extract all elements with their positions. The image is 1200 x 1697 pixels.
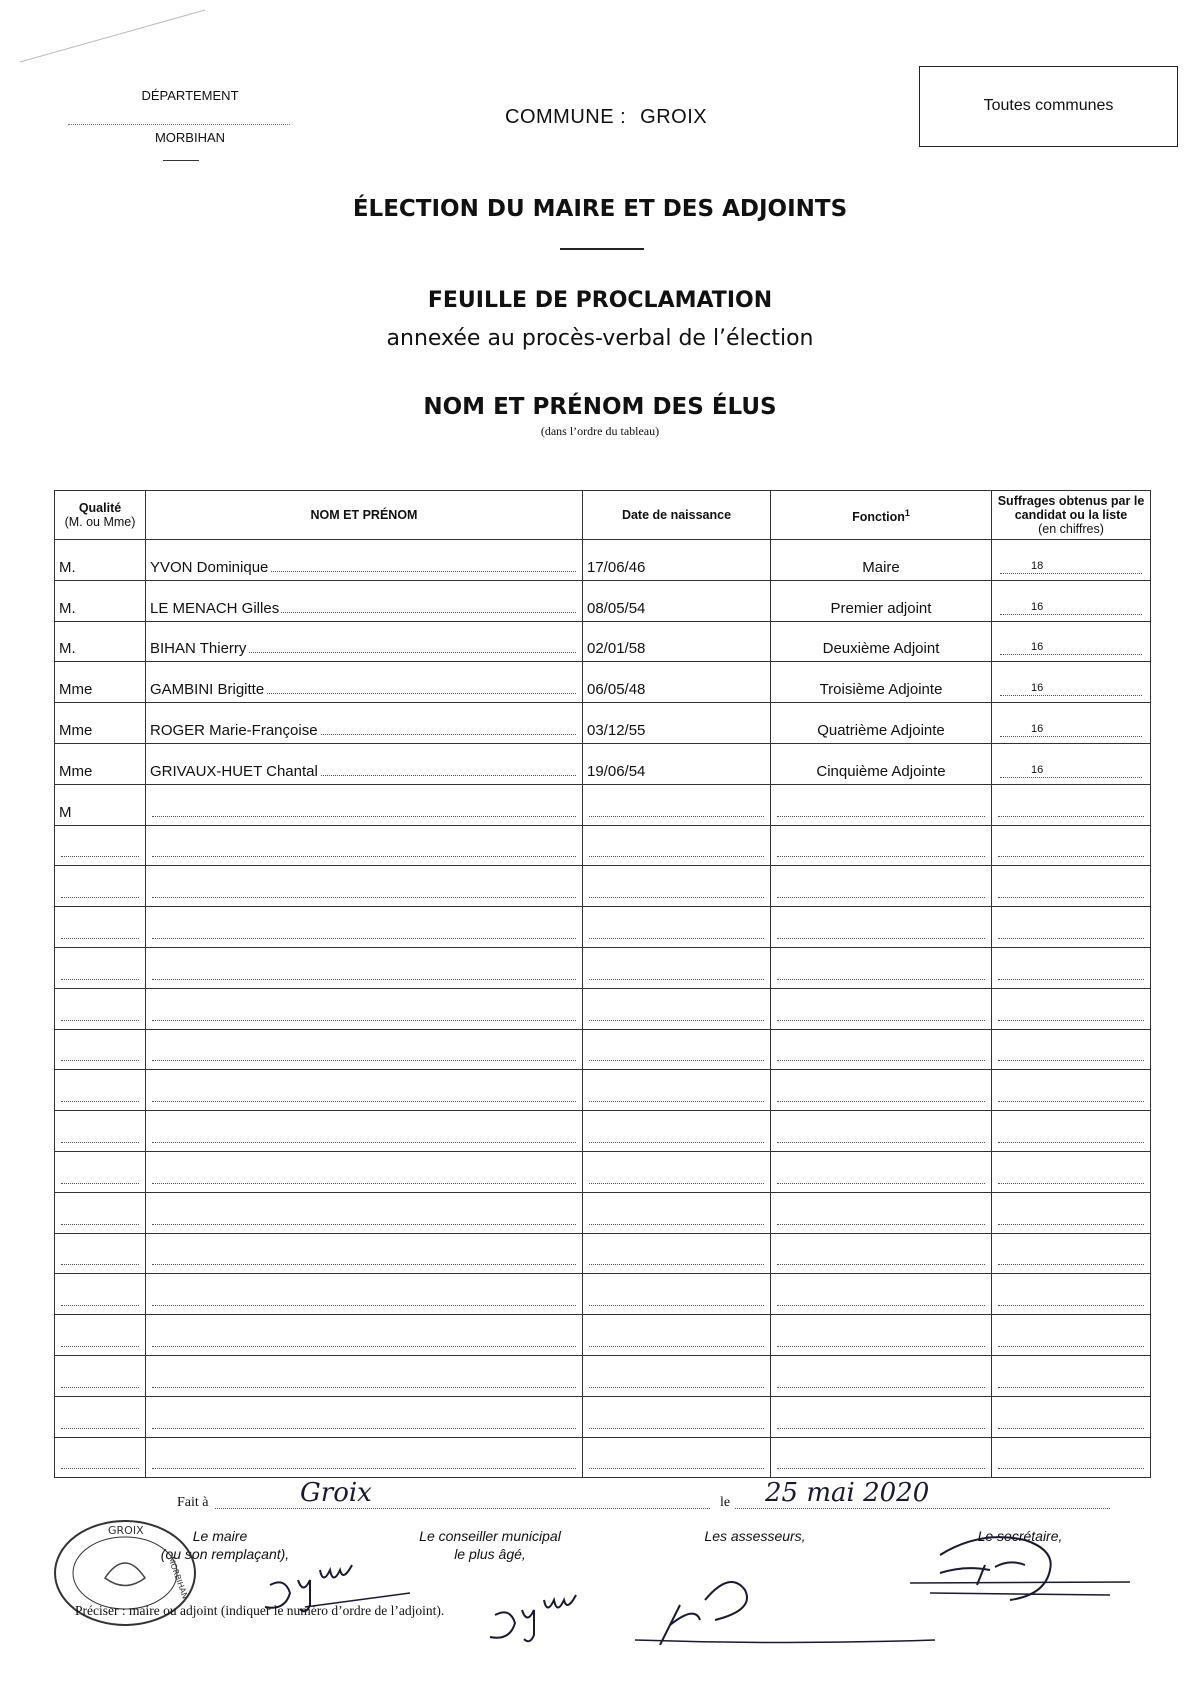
cell-date: [583, 866, 771, 907]
order-subtitle: (dans l’ordre du tableau): [540, 424, 660, 438]
departement-label: DÉPARTEMENT: [141, 88, 239, 103]
cell-suffrages: [992, 947, 1151, 988]
cell-qualite: [55, 1233, 146, 1274]
cell-suffrages: [992, 1233, 1151, 1274]
cell-nom: [146, 1111, 583, 1152]
names-title: NOM ET PRÉNOM DES ÉLUS: [423, 394, 777, 420]
cell-suffrages: 16: [992, 662, 1151, 703]
cell-date: [583, 1274, 771, 1315]
cell-fonction: [771, 1029, 992, 1070]
le-line: [735, 1508, 1110, 1509]
cell-nom: BIHAN Thierry: [146, 621, 583, 662]
fait-a-value: Groix: [300, 1478, 372, 1508]
signatures: [250, 1535, 1150, 1645]
table-row: [55, 947, 1151, 988]
cell-nom: ROGER Marie-Françoise: [146, 703, 583, 744]
table-row: [55, 580, 1151, 621]
conseiller-label: Le conseiller municipal: [419, 1528, 561, 1544]
cell-qualite: [55, 1070, 146, 1111]
cell-qualite: [55, 988, 146, 1029]
commune-value: GROIX: [640, 106, 708, 128]
departement-divider: [68, 124, 290, 125]
header-suffrages: Suffrages obtenus par le candidat ou la liste (en chiffres): [992, 491, 1151, 540]
annex-subtitle: annexée au procès-verbal de l’élection: [386, 326, 814, 351]
seal-top-text: GROIX: [108, 1524, 144, 1537]
cell-fonction: [771, 1315, 992, 1356]
cell-date: [583, 907, 771, 948]
cell-date: [583, 1396, 771, 1437]
cell-nom: [146, 988, 583, 1029]
cell-date: 17/06/46: [583, 540, 771, 581]
sheet-title: FEUILLE DE PROCLAMATION: [427, 288, 773, 313]
cell-nom: [146, 825, 583, 866]
cell-date: [583, 1437, 771, 1478]
cell-fonction: [771, 988, 992, 1029]
cell-fonction: [771, 1355, 992, 1396]
cell-nom: LE MENACH Gilles: [146, 580, 583, 621]
cell-suffrages: 16: [992, 703, 1151, 744]
cell-fonction: Troisième Adjointe: [771, 662, 992, 703]
cell-date: 03/12/55: [583, 703, 771, 744]
cell-qualite: [55, 1029, 146, 1070]
secretaire-label: Le secrétaire,: [977, 1528, 1063, 1544]
maire-sub: (ou son remplaçant),: [160, 1546, 290, 1562]
table-row: [55, 1437, 1151, 1478]
table-row: [55, 907, 1151, 948]
commune-line: [505, 106, 707, 129]
cell-fonction: [771, 1151, 992, 1192]
header-qualite: Qualité (M. ou Mme): [55, 491, 146, 540]
cell-date: [583, 1151, 771, 1192]
title-divider: [560, 248, 644, 250]
main-title: ÉLECTION DU MAIRE ET DES ADJOINTS: [352, 196, 848, 222]
departement-value: MORBIHAN: [154, 130, 226, 145]
cell-fonction: [771, 1396, 992, 1437]
table-row: [55, 621, 1151, 662]
maire-label: Le maire: [192, 1528, 248, 1544]
cell-fonction: [771, 947, 992, 988]
table-row: [55, 825, 1151, 866]
scan-mark: [0, 0, 220, 70]
elus-table: [54, 490, 1151, 1478]
cell-suffrages: [992, 1111, 1151, 1152]
cell-qualite: M.: [55, 540, 146, 581]
table-row: [55, 703, 1151, 744]
cell-fonction: [771, 1070, 992, 1111]
cell-nom: [146, 784, 583, 825]
cell-suffrages: [992, 1029, 1151, 1070]
cell-suffrages: [992, 784, 1151, 825]
cell-nom: [146, 1437, 583, 1478]
cell-date: 08/05/54: [583, 580, 771, 621]
cell-nom: [146, 1029, 583, 1070]
cell-fonction: Cinquième Adjointe: [771, 743, 992, 784]
cell-date: [583, 784, 771, 825]
header-fonction: Fonction$^1$: [771, 491, 992, 540]
cell-suffrages: 16: [992, 580, 1151, 621]
table-row: [55, 540, 1151, 581]
cell-fonction: [771, 1233, 992, 1274]
cell-nom: [146, 1192, 583, 1233]
footnote: Préciser : maire ou adjoint (indiquer le numéro d’ordre de l’adjoint).: [75, 1603, 445, 1618]
cell-suffrages: [992, 1355, 1151, 1396]
cell-fonction: Maire: [771, 540, 992, 581]
cell-fonction: [771, 784, 992, 825]
cell-date: [583, 947, 771, 988]
table-row: [55, 1070, 1151, 1111]
cell-date: [583, 1355, 771, 1396]
fait-a-label: Fait à: [177, 1495, 209, 1510]
box-text: Toutes communes: [983, 97, 1114, 114]
cell-nom: YVON Dominique: [146, 540, 583, 581]
table-row: [55, 1315, 1151, 1356]
cell-suffrages: [992, 1192, 1151, 1233]
cell-suffrages: [992, 1070, 1151, 1111]
cell-date: [583, 1111, 771, 1152]
cell-suffrages: 18: [992, 540, 1151, 581]
header-date: Date de naissance: [583, 491, 771, 540]
cell-date: [583, 825, 771, 866]
cell-qualite: Mme: [55, 662, 146, 703]
cell-suffrages: [992, 1396, 1151, 1437]
cell-suffrages: 16: [992, 743, 1151, 784]
table-row: [55, 1111, 1151, 1152]
table-row: [55, 1274, 1151, 1315]
cell-fonction: Quatrième Adjointe: [771, 703, 992, 744]
cell-fonction: [771, 907, 992, 948]
table-row: [55, 1396, 1151, 1437]
cell-qualite: [55, 1315, 146, 1356]
cell-fonction: [771, 825, 992, 866]
cell-qualite: [55, 825, 146, 866]
cell-qualite: M.: [55, 580, 146, 621]
table-row: [55, 1151, 1151, 1192]
cell-nom: [146, 947, 583, 988]
cell-qualite: [55, 907, 146, 948]
conseiller-sub: le plus âgé,: [454, 1546, 526, 1562]
cell-qualite: [55, 1151, 146, 1192]
cell-nom: [146, 1070, 583, 1111]
cell-nom: [146, 1315, 583, 1356]
cell-nom: GAMBINI Brigitte: [146, 662, 583, 703]
cell-qualite: [55, 866, 146, 907]
cell-nom: [146, 1151, 583, 1192]
table-row: [55, 1192, 1151, 1233]
assesseurs-label: Les assesseurs,: [704, 1528, 806, 1544]
cell-fonction: [771, 1192, 992, 1233]
table-row: [55, 1355, 1151, 1396]
cell-qualite: [55, 947, 146, 988]
cell-nom: [146, 866, 583, 907]
cell-suffrages: [992, 866, 1151, 907]
cell-qualite: [55, 1111, 146, 1152]
cell-date: [583, 1233, 771, 1274]
cell-qualite: [55, 1396, 146, 1437]
cell-date: [583, 1070, 771, 1111]
cell-qualite: Mme: [55, 743, 146, 784]
cell-qualite: [55, 1355, 146, 1396]
table-row: [55, 784, 1151, 825]
cell-suffrages: [992, 988, 1151, 1029]
seal-side-text: MORBIHAN: [166, 1555, 190, 1601]
cell-date: 19/06/54: [583, 743, 771, 784]
table-row: [55, 866, 1151, 907]
le-label: le: [720, 1495, 731, 1510]
le-value: 25 mai 2020: [765, 1478, 930, 1508]
cell-fonction: Premier adjoint: [771, 580, 992, 621]
table-row: [55, 743, 1151, 784]
cell-fonction: [771, 1437, 992, 1478]
cell-qualite: M: [55, 784, 146, 825]
fait-a-line: [215, 1508, 710, 1509]
cell-date: [583, 1315, 771, 1356]
cell-fonction: [771, 1274, 992, 1315]
cell-fonction: Deuxième Adjoint: [771, 621, 992, 662]
cell-qualite: [55, 1192, 146, 1233]
cell-qualite: [55, 1274, 146, 1315]
cell-qualite: M.: [55, 621, 146, 662]
cell-suffrages: [992, 1437, 1151, 1478]
header-nom: NOM ET PRÉNOM: [146, 491, 583, 540]
cell-nom: [146, 1274, 583, 1315]
commune-label: COMMUNE :: [505, 106, 627, 128]
departement-underline: [163, 160, 199, 161]
toutes-communes-box: [919, 66, 1178, 147]
cell-suffrages: 16: [992, 621, 1151, 662]
cell-nom: [146, 1355, 583, 1396]
cell-suffrages: [992, 1274, 1151, 1315]
cell-nom: GRIVAUX-HUET Chantal: [146, 743, 583, 784]
table-row: [55, 988, 1151, 1029]
cell-nom: [146, 1396, 583, 1437]
cell-date: [583, 988, 771, 1029]
cell-date: 06/05/48: [583, 662, 771, 703]
cell-nom: [146, 1233, 583, 1274]
cell-suffrages: [992, 907, 1151, 948]
cell-date: 02/01/58: [583, 621, 771, 662]
cell-suffrages: [992, 825, 1151, 866]
cell-qualite: Mme: [55, 703, 146, 744]
cell-nom: [146, 907, 583, 948]
cell-fonction: [771, 1111, 992, 1152]
cell-suffrages: [992, 1151, 1151, 1192]
cell-fonction: [771, 866, 992, 907]
cell-date: [583, 1192, 771, 1233]
table-row: [55, 1029, 1151, 1070]
table-row: [55, 662, 1151, 703]
table-header-row: [55, 491, 1151, 540]
cell-date: [583, 1029, 771, 1070]
cell-suffrages: [992, 1315, 1151, 1356]
table-row: [55, 1233, 1151, 1274]
cell-qualite: [55, 1437, 146, 1478]
